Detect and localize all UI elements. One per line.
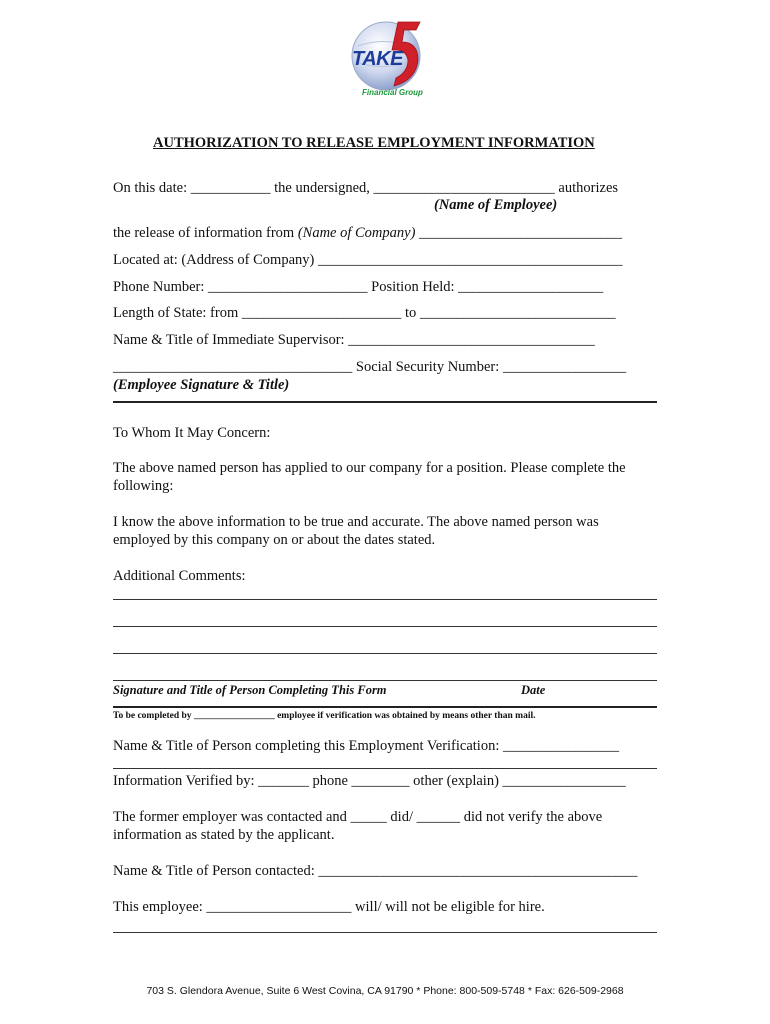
- greeting: To Whom It May Concern:: [113, 425, 271, 441]
- comment-line-2: [113, 626, 657, 627]
- release-line: [113, 225, 622, 242]
- name-of-company-label: (Name of Company): [297, 225, 416, 241]
- footer-address: 703 S. Glendora Avenue, Suite 6 West Covina, CA 91790 * Phone: 800-509-5748 * Fax: 626-509-2968: [146, 985, 624, 997]
- note-suffix: employee if verification was obtained by means other than mail.: [277, 711, 536, 721]
- length-of-state-line: Length of State: from ______________________ to ___________________________: [113, 305, 616, 321]
- ssn-line: _________________________________ Social Security Number: _________________: [113, 359, 627, 375]
- rule-line-1: [113, 768, 657, 769]
- former-employer-line-2: information as stated by the applicant.: [113, 827, 335, 843]
- person-completing-line: Name & Title of Person completing this Employment Verification: ________________: [113, 738, 619, 754]
- company-logo: [340, 16, 440, 102]
- info-verified-line: Information Verified by: _______ phone ________ other (explain) _________________: [113, 773, 626, 789]
- phone-position-line: Phone Number: ______________________ Position Held: ____________________: [113, 279, 604, 295]
- release-prefix: the release of information from: [113, 225, 295, 241]
- logo-tagline: Financial Group: [362, 88, 423, 97]
- this-employee-line: This employee: ____________________ will/ will not be eligible for hire.: [113, 899, 545, 915]
- supervisor-line: Name & Title of Immediate Supervisor: __________________________________: [113, 332, 595, 348]
- note-prefix: To be completed by: [113, 711, 192, 721]
- comment-line-1: [113, 599, 657, 600]
- former-employer-line-1: The former employer was contacted and _____ did/ ______ did not verify the above: [113, 809, 603, 825]
- signature-line: [113, 680, 657, 681]
- paragraph-1-line-2: following:: [113, 478, 174, 494]
- section-divider: [113, 401, 657, 403]
- comment-line-3: [113, 653, 657, 654]
- date-label: Date: [521, 683, 546, 697]
- signature-label: Signature and Title of Person Completing This Form: [113, 683, 387, 697]
- note-blank: _________________: [193, 711, 275, 721]
- paragraph-1-line-1: The above named person has applied to our company for a position. Please complete the: [113, 460, 626, 476]
- release-blank: ____________________________: [419, 225, 623, 241]
- rule-line-2: [113, 932, 657, 933]
- page-title: AUTHORIZATION TO RELEASE EMPLOYMENT INFORMATION: [153, 135, 595, 151]
- on-this-date-line: On this date: ___________ the undersigned, _________________________ authorizes: [113, 180, 619, 196]
- completion-note: [113, 711, 535, 721]
- person-contacted-line: Name & Title of Person contacted: ____________________________________________: [113, 863, 638, 879]
- located-at-line: Located at: (Address of Company) __________________________________________: [113, 252, 623, 268]
- paragraph-2-line-1: I know the above information to be true and accurate. The above named person was: [113, 514, 599, 530]
- additional-comments-label: Additional Comments:: [113, 568, 246, 584]
- paragraph-2-line-2: employed by this company on or about the dates stated.: [113, 532, 436, 548]
- employee-signature-label: (Employee Signature & Title): [113, 377, 290, 393]
- section-divider-2: [113, 706, 657, 708]
- logo-word: TAKE: [352, 48, 403, 70]
- name-of-employee-label: (Name of Employee): [434, 197, 558, 213]
